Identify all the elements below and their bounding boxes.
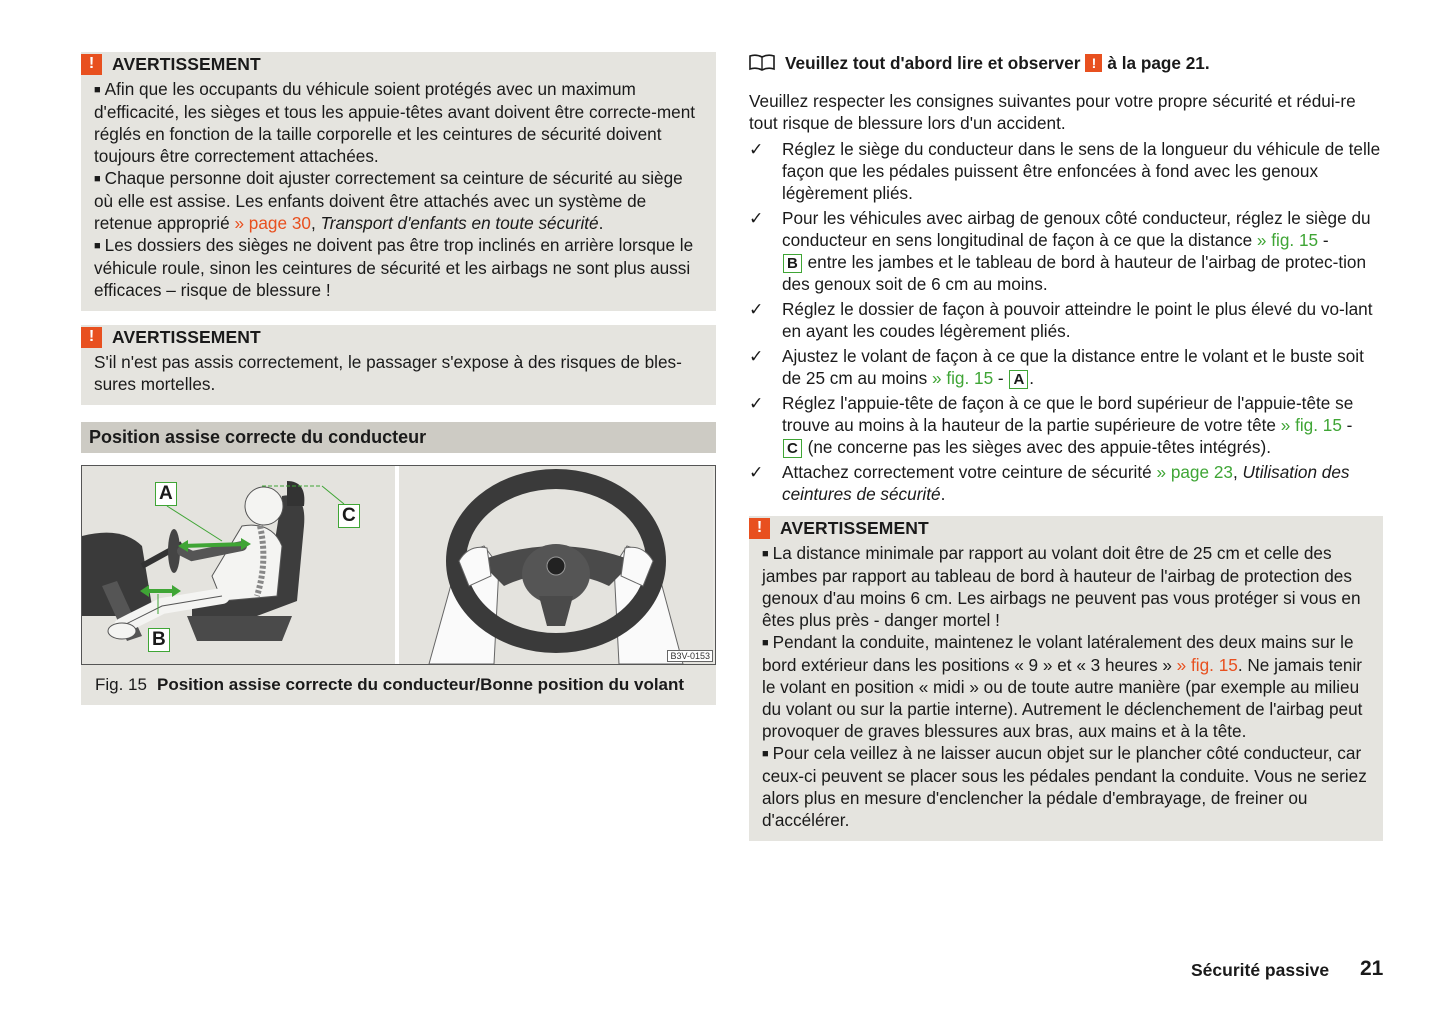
- warning-text: S'il n'est pas assis correctement, le passager s'expose à des risques de bles-sures mortelles.: [94, 352, 682, 394]
- figure-code: B3V-0153: [667, 650, 713, 662]
- label-c: C: [338, 504, 360, 528]
- checkmark-icon: ✓: [749, 462, 764, 482]
- intro-paragraph: Veuillez respecter les consignes suivantes pour votre propre sécurité et rédui-re tout risque de blessure lors d'un accident.: [749, 91, 1356, 133]
- warning-title: AVERTISSEMENT: [112, 327, 261, 347]
- warning-header: [749, 516, 1371, 540]
- driver-seating-svg: [82, 466, 395, 664]
- page-23-link[interactable]: » page 23: [1156, 462, 1233, 482]
- warning-header: [81, 325, 704, 349]
- label-a: A: [155, 482, 177, 506]
- checkmark-icon: ✓: [749, 139, 764, 159]
- warning-header: [81, 52, 704, 76]
- checkmark-icon: ✓: [749, 208, 764, 228]
- label-b: B: [148, 628, 170, 652]
- intro-line: Veuillez tout d'abord lire et observer ! à la page 21.: [749, 52, 1383, 74]
- check-item: ✓ Réglez le dossier de façon à pouvoir atteindre le point le plus élevé du vo-lant en ayant les coudes légèrement pliés.: [749, 299, 1373, 341]
- warning-bullet: ■ Les dossiers des sièges ne doivent pas être trop inclinés en arrière lorsque le véhicule roule, sinon les ceintures de sécurité et les airbags ne sont plus aussi efficaces – risque de blessure !: [94, 235, 694, 300]
- driver-seat-illustration: [82, 466, 399, 664]
- warning-bullet: ■ Pour cela veillez à ne laisser aucun objet sur le plancher côté conducteur, car ceux-ci peuvent se placer sous les pédales pendant la conduite. Vous ne seriez alors plus en mesure d'enclencher la pédale d'embrayage, de freiner ou d'accélérer.: [762, 743, 1367, 830]
- warning-icon: !: [749, 518, 770, 539]
- figure-15: [81, 465, 716, 665]
- warning-bullet: ■ Pendant la conduite, maintenez le volant latéralement des deux mains sur le bord extérieur dans les positions « 9 » et « 3 heures » » fig. 15. Ne jamais tenir le volant en position « midi » ou de toute autre manière (par exemple au milieu du volant ou sur la partie interne). Autrement le déclenchement de l'airbag peut provoquer de graves blessures aux bras, aux mains et à la tête.: [762, 632, 1363, 741]
- warning-bullet: ■ La distance minimale par rapport au volant doit être de 25 cm et celle des jambes par rapport au tableau de bord à hauteur de l'airbag de protection des genoux d'au moins 6 cm. Les airbags ne peuvent pas vous protéger si vous en êtes plus près - danger mortel !: [762, 543, 1361, 630]
- check-item: ✓ Réglez l'appuie-tête de façon à ce que le bord supérieur de l'appuie-tête se trouve au moins à la hauteur de la partie supérieure de votre tête » fig. 15 - C (ne concerne pas les sièges avec des appuie-têtes intégrés).: [749, 393, 1354, 457]
- label-c-ref: C: [783, 439, 802, 458]
- bullet-icon: ■: [94, 240, 101, 252]
- bullet-icon: ■: [94, 84, 101, 96]
- warning-icon: !: [81, 327, 102, 348]
- check-item: ✓ Ajustez le volant de façon à ce que la distance entre le volant et le buste soit de 25 cm au moins » fig. 15 - A .: [749, 346, 1364, 388]
- left-column: [81, 52, 716, 705]
- warning-title: AVERTISSEMENT: [112, 54, 261, 74]
- steering-wheel-svg: [399, 466, 713, 664]
- section-title: Position assise correcte du conducteur: [81, 422, 716, 453]
- warning-bullet: ■ Afin que les occupants du véhicule soient protégés avec un maximum d'efficacité, les sièges et tous les appuie-têtes avant doivent être correcte-ment réglés en fonction de la taille corporelle et les ceintures de sécurité doivent toujours être correctement attachées.: [94, 79, 696, 166]
- bullet-icon: ■: [762, 748, 769, 760]
- bullet-icon: ■: [94, 173, 101, 185]
- warning-box-1: [81, 52, 716, 311]
- check-item: ✓ Pour les véhicules avec airbag de genoux côté conducteur, réglez le siège du conducteur en sens longitudinal de façon à ce que la distance » fig. 15 - B entre les jambes et le tableau de bord à hauteur de l'airbag de protec-tion des genoux soit de 6 cm au moins.: [749, 208, 1371, 294]
- checkmark-icon: ✓: [749, 393, 764, 413]
- warning-icon: !: [81, 54, 102, 75]
- bullet-icon: ■: [762, 637, 769, 649]
- fig-15-link[interactable]: » fig. 15: [932, 368, 994, 388]
- check-item: ✓ Attachez correctement votre ceinture de sécurité » page 23, Utilisation des ceintures de sécurité.: [749, 462, 1350, 504]
- caption-number: Fig. 15: [95, 675, 147, 694]
- checklist: [749, 138, 1383, 505]
- caption-text: Position assise correcte du conducteur/Bonne position du volant: [156, 675, 685, 694]
- book-icon: [749, 54, 775, 72]
- page-number: 21: [1360, 957, 1384, 980]
- warning-title: AVERTISSEMENT: [780, 518, 929, 538]
- checkmark-icon: ✓: [749, 346, 764, 366]
- bullet-icon: ■: [762, 548, 769, 560]
- right-column: [749, 52, 1383, 841]
- checkmark-icon: ✓: [749, 299, 764, 319]
- warning-icon: !: [1085, 54, 1102, 72]
- figure-caption: [81, 665, 716, 705]
- fig-15-link[interactable]: » fig. 15: [1280, 415, 1342, 435]
- label-b-ref: B: [783, 254, 802, 273]
- label-a-ref: A: [1009, 370, 1028, 389]
- steering-wheel-illustration: [399, 466, 715, 664]
- warning-box-3: [749, 516, 1383, 841]
- fig-15-link[interactable]: » fig. 15: [1176, 655, 1238, 675]
- warning-box-2: [81, 325, 716, 405]
- page-21-reference: à la page 21.: [1107, 52, 1210, 73]
- check-item: ✓ Réglez le siège du conducteur dans le sens de la longueur du véhicule de telle façon que les pédales puissent être enfoncées à fond avec les genoux légèrement pliés.: [749, 139, 1381, 203]
- warning-bullet: ■ Chaque personne doit ajuster correctement sa ceinture de sécurité au siège où elle est assise. Les enfants doivent être attachés avec un système de retenue approprié » page 30, Transport d'enfants en toute sécurité.: [94, 168, 683, 233]
- page-30-link[interactable]: » page 30: [234, 213, 311, 233]
- fig-15-link[interactable]: » fig. 15: [1256, 230, 1319, 250]
- footer-section-title: Sécurité passive: [1191, 960, 1330, 980]
